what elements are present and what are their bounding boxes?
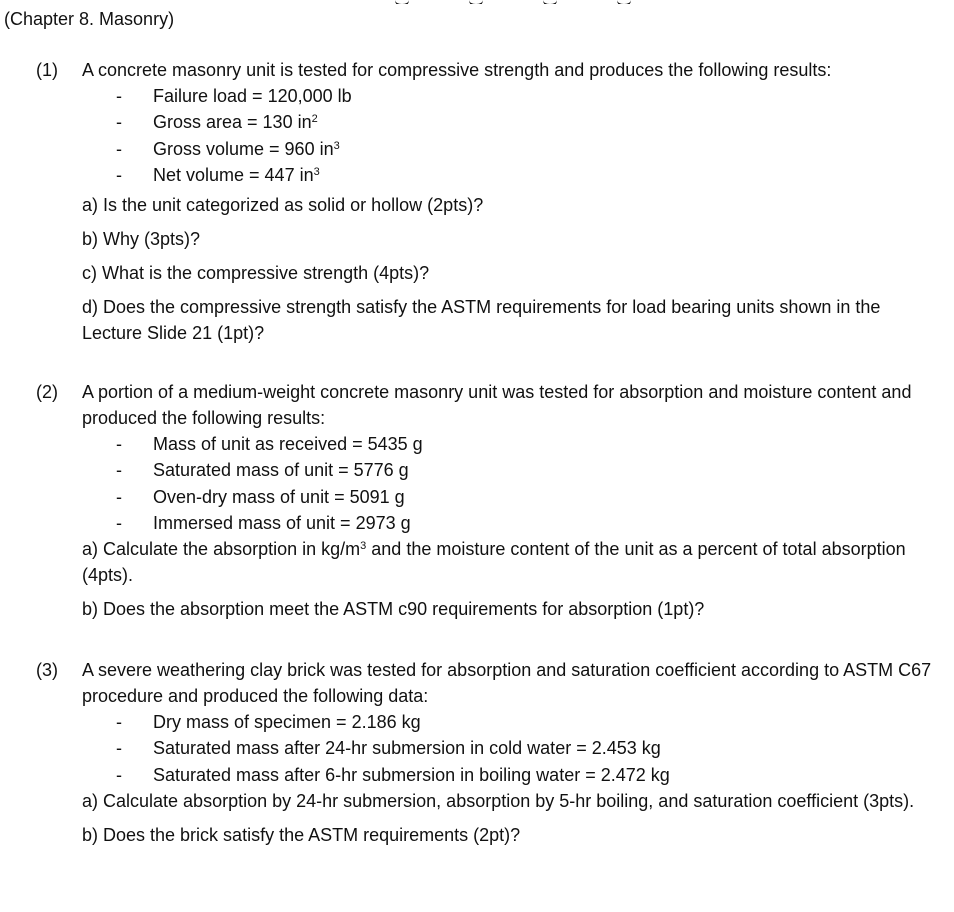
problem-statement: A severe weathering clay brick was tested for absorption and saturation coefficient according to ASTM C67 procedure and produced the following data:: [82, 660, 932, 706]
question-a: a) Is the unit categorized as solid or hollow (2pts)?: [82, 195, 484, 216]
cropped-title-remnant: [395, 0, 735, 4]
list-item: - Saturated mass after 24-hr submersion in cold water = 2.453 kg: [82, 735, 932, 761]
given-data-list: [82, 83, 932, 188]
problem-body: [82, 57, 932, 346]
bullet-dash: -: [116, 486, 122, 507]
cropped-glyph: [543, 0, 557, 4]
list-item: - Saturated mass of unit = 5776 g: [82, 457, 932, 483]
problem-number: (3): [36, 660, 58, 680]
question-c: c) What is the compressive strength (4pts)?: [82, 263, 430, 284]
bullet-dash: -: [116, 512, 122, 533]
cropped-glyph: [395, 0, 409, 4]
cropped-glyph: [469, 0, 483, 4]
bullet-dash: -: [116, 764, 122, 785]
list-item: - Gross area = 130 $in^2$: [82, 109, 932, 135]
bullet-dash: -: [116, 712, 122, 732]
chapter-heading: (Chapter 8. Masonry): [4, 9, 175, 29]
question-a: a) Calculate the absorption in $kg/m^3$ and the moisture content of the unit as a percent of total absorption (4pts).: [82, 539, 906, 586]
bullet-dash: -: [116, 164, 122, 185]
problem-statement: A concrete masonry unit is tested for compressive strength and produces the following results:: [82, 60, 832, 80]
question-b: b) Does the absorption meet the ASTM c90 requirements for absorption (1pt)?: [82, 599, 705, 620]
bullet-dash: -: [116, 112, 122, 133]
problem-body: [82, 657, 932, 848]
question-b: b) Why (3pts)?: [82, 229, 201, 250]
list-item: - Net volume = 447 $in^3$: [82, 162, 932, 188]
problem-number: (2): [36, 382, 58, 402]
problem-number: (1): [36, 60, 58, 80]
list-item: - Gross volume = 960 $in^3$: [82, 136, 932, 162]
list-item: - Mass of unit as received = 5435 g: [82, 431, 932, 457]
problem-statement: A portion of a medium-weight concrete masonry unit was tested for absorption and moisture content and produced the following results:: [82, 382, 912, 428]
given-data-list: [82, 709, 932, 788]
question-b: b) Does the brick satisfy the ASTM requirements (2pt)?: [82, 824, 521, 845]
question-a: a) Calculate absorption by 24-hr submersion, absorption by 5-hr boiling, and saturation coefficient (3pts).: [82, 790, 915, 811]
bullet-dash: -: [116, 86, 122, 106]
problem-body: [82, 379, 932, 622]
bullet-dash: -: [116, 738, 122, 759]
question-d: d) Does the compressive strength satisfy the ASTM requirements for load bearing units shown in the Lecture Slide 21 (1pt)?: [82, 297, 881, 344]
bullet-dash: -: [116, 138, 122, 159]
bullet-dash: -: [116, 460, 122, 481]
cropped-glyph: [617, 0, 631, 4]
given-data-list: [82, 431, 932, 536]
list-item: - Oven-dry mass of unit = 5091 g: [82, 484, 932, 510]
list-item: - Saturated mass after 6-hr submersion in boiling water = 2.472 kg: [82, 762, 932, 788]
list-item: - Failure load = 120,000 lb: [82, 83, 932, 109]
list-item: - Dry mass of specimen = 2.186 kg: [82, 709, 932, 735]
bullet-dash: -: [116, 434, 122, 454]
list-item: - Immersed mass of unit = 2973 g: [82, 510, 932, 536]
